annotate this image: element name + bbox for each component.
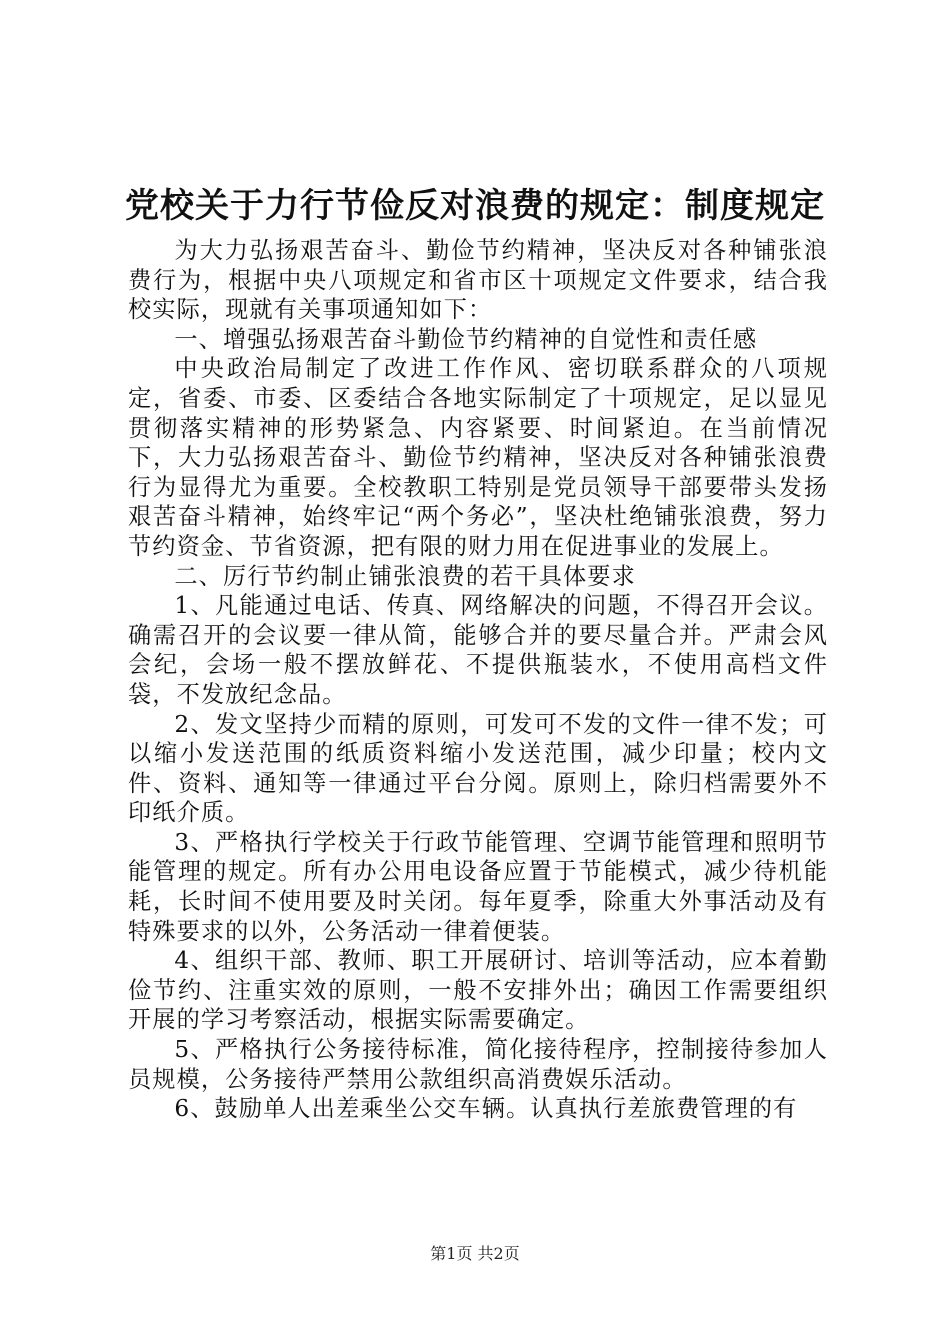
section-heading-2: 二、厉行节约制止铺张浪费的若干具体要求 <box>174 562 636 590</box>
paragraph-item-6: 6、鼓励单人出差乘坐公交车辆。认真执行差旅费管理的有 <box>174 1095 798 1123</box>
paragraph-item-3: 3、严格执行学校关于行政节能管理、空调节能管理和照明节能管理的规定。所有办公用电设备应置于节能模式，减少待机能耗，长时间不使用要及时关闭。每年夏季，除重大外事活动及有特殊要求的以外，公务活动一律着便装。 <box>128 828 828 945</box>
section-heading-1: 一、增强弘扬艰苦奋斗勤俭节约精神的自觉性和责任感 <box>174 325 758 353</box>
paragraph-intro: 为大力弘扬艰苦奋斗、勤俭节约精神，坚决反对各种铺张浪费行为，根据中央八项规定和省市区十项规定文件要求，结合我校实际，现就有关事项通知如下： <box>128 237 828 324</box>
paragraph-item-4: 4、组织干部、教师、职工开展研讨、培训等活动，应本着勤俭节约、注重实效的原则，一般不安排外出；确因工作需要组织开展的学习考察活动，根据实际需要确定。 <box>128 947 828 1034</box>
paragraph-item-1: 1、凡能通过电话、传真、网络解决的问题，不得召开会议。确需召开的会议要一律从简，能够合并的要尽量合并。严肃会风会纪，会场一般不摆放鲜花、不提供瓶装水，不使用高档文件袋，不发放纪念品。 <box>128 592 828 708</box>
paragraph-item-2: 2、发文坚持少而精的原则，可发可不发的文件一律不发；可以缩小发送范围的纸质资料缩小发送范围，减少印量；校内文件、资料、通知等一律通过平台分阅。原则上，除归档需要外不印纸介质。 <box>128 710 828 827</box>
paragraph-section-1: 中央政治局制定了改进工作作风、密切联系群众的八项规定，省委、市委、区委结合各地实际制定了十项规定，足以显见贯彻落实精神的形势紧急、内容紧要、时间紧迫。在当前情况下，大力弘扬艰苦奋斗、勤俭节约精神，坚决反对各种铺张浪费行为显得尤为重要。全校教职工特别是党员领导干部要带头发扬艰苦奋斗精神，始终牢记“两个务必”，坚决杜绝铺张浪费，努力节约资金、节省资源，把有限的财力用在促进事业的发展上。 <box>128 355 828 560</box>
document-body <box>128 236 828 1124</box>
page-number-footer: 第1页 共2页 <box>430 1244 520 1263</box>
paragraph-item-5: 5、严格执行公务接待标准，简化接待程序，控制接待参加人员规模，公务接待严禁用公款组织高消费娱乐活动。 <box>128 1036 828 1093</box>
document-title: 党校关于力行节俭反对浪费的规定：制度规定 <box>125 186 825 226</box>
